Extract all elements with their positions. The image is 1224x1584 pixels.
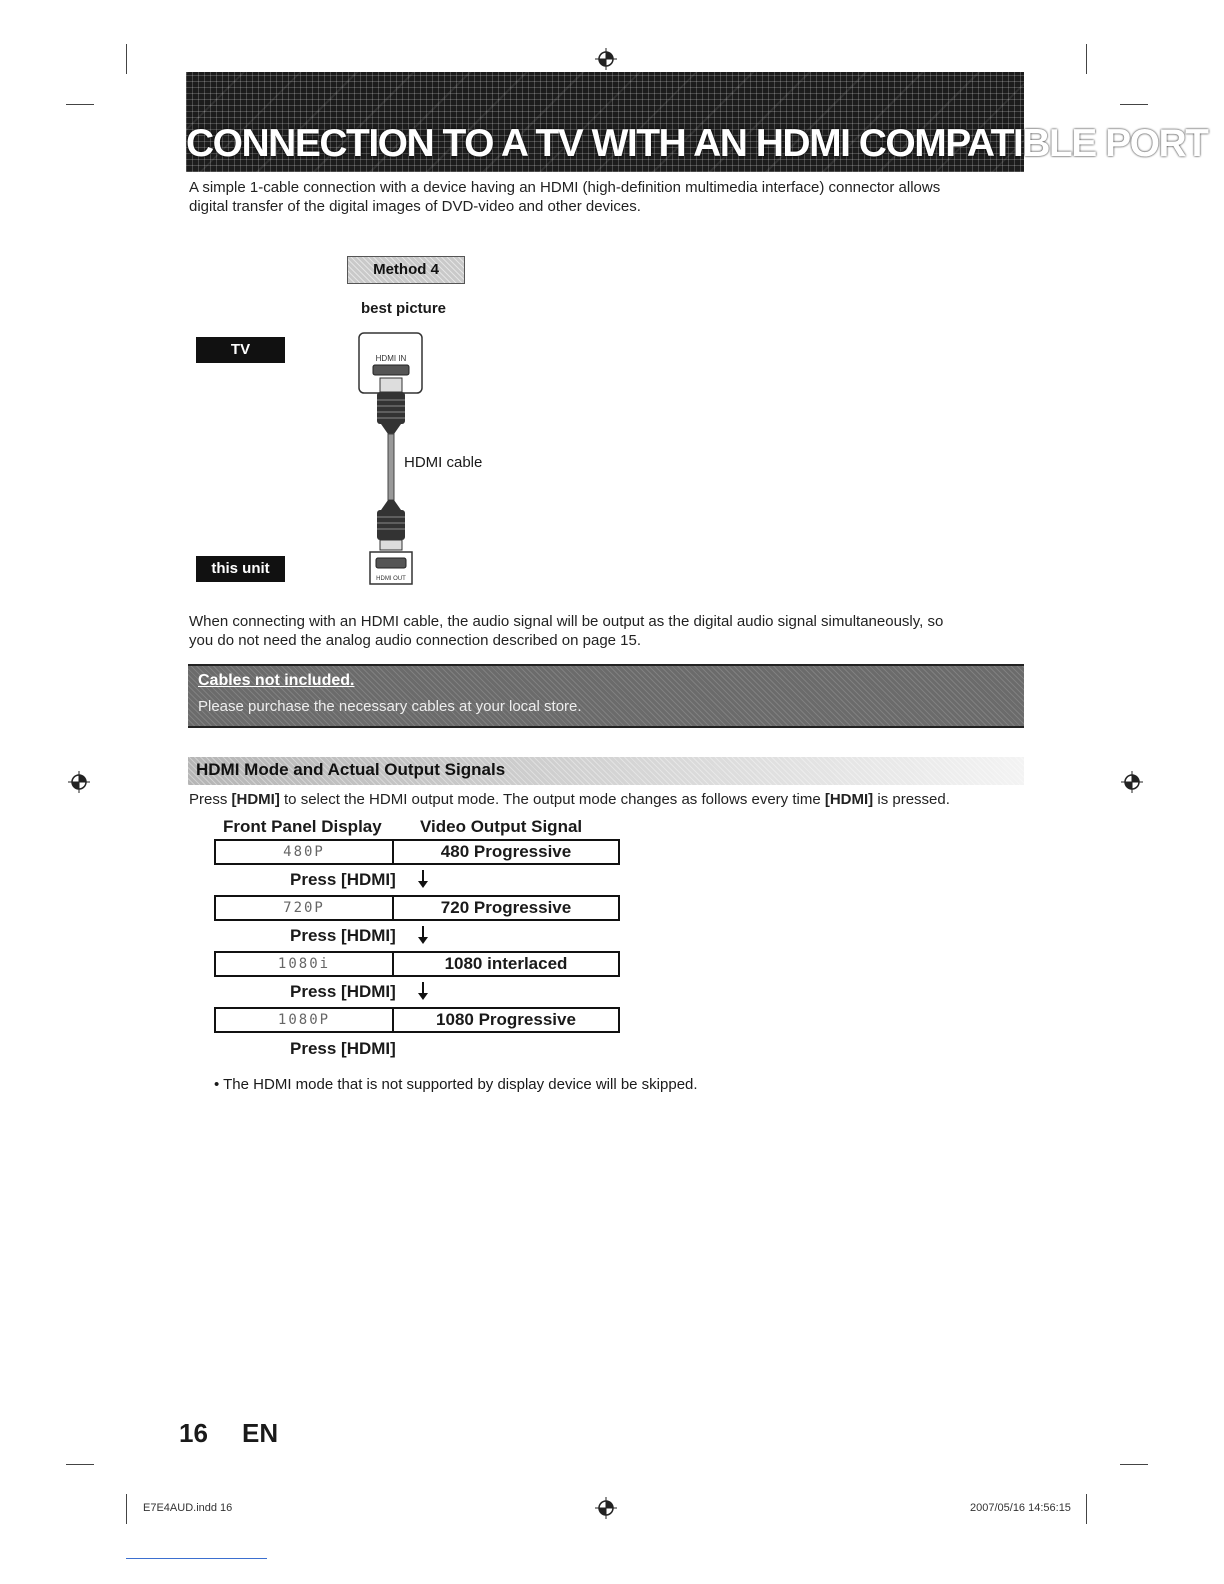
- mode-row: [214, 839, 620, 865]
- page-title: CONNECTION TO A TV WITH AN HDMI COMPATIBLE PORT: [186, 122, 1208, 165]
- front-panel-display: 1080i: [216, 953, 394, 975]
- tv-label: TV: [196, 337, 285, 363]
- file-slug: E7E4AUD.indd 16: [143, 1502, 233, 1514]
- video-output-signal: 720 Progressive: [440, 898, 572, 917]
- hdmi-key: [HDMI]: [824, 791, 874, 808]
- instruction-text: to select the HDMI output mode. The output mode changes as follows every time: [279, 791, 825, 808]
- audio-note-line: you do not need the analog audio connection described on page 15.: [189, 632, 642, 649]
- crop-mark: [1120, 1464, 1148, 1465]
- timestamp-slug: 2007/05/16 14:56:15: [970, 1502, 1071, 1514]
- method-label: Method 4: [347, 256, 465, 284]
- front-panel-display: 720P: [216, 897, 394, 919]
- front-panel-display: 480P: [216, 841, 394, 863]
- mode-row: [214, 895, 620, 921]
- column-header-signal: Video Output Signal: [420, 817, 583, 836]
- press-hdmi-label: Press [HDMI]: [290, 926, 396, 945]
- registration-mark-icon: [68, 771, 90, 793]
- arrow-down-icon: [417, 981, 429, 1001]
- press-hdmi-label: Press [HDMI]: [290, 870, 396, 889]
- mode-row: [214, 951, 620, 977]
- audio-note-line: When connecting with an HDMI cable, the audio signal will be output as the digital audio signal simultaneously, so: [189, 613, 944, 630]
- crop-mark: [1086, 44, 1087, 74]
- notice-title: Cables not included.: [198, 672, 355, 689]
- front-panel-display: 1080P: [216, 1009, 394, 1031]
- section-title: HDMI Mode and Actual Output Signals: [196, 760, 506, 779]
- page-language: EN: [242, 1418, 279, 1448]
- instruction-text: is pressed.: [873, 791, 950, 808]
- crop-mark: [66, 1464, 94, 1465]
- hdmi-instruction: [189, 790, 950, 809]
- intro-line: A simple 1-cable connection with a device having an HDMI (high-definition multimedia interface) connector allows: [189, 179, 941, 196]
- audio-note: [189, 612, 943, 650]
- video-output-signal: 1080 Progressive: [436, 1010, 576, 1029]
- column-header-display: Front Panel Display: [223, 817, 382, 836]
- press-hdmi-label: Press [HDMI]: [290, 1039, 396, 1058]
- section-header: [188, 757, 1024, 785]
- hdmi-key: [HDMI]: [231, 791, 280, 808]
- video-output-signal: 480 Progressive: [440, 842, 572, 861]
- crop-mark: [1120, 104, 1148, 105]
- cable-label: HDMI cable: [404, 454, 483, 471]
- crop-mark: [1086, 1494, 1087, 1524]
- intro-line: digital transfer of the digital images of DVD-video and other devices.: [189, 198, 641, 215]
- hdmi-plug-bottom-icon: [377, 500, 405, 550]
- unit-port-label: HDMI OUT: [376, 576, 406, 582]
- registration-mark-icon: [595, 48, 617, 70]
- crop-mark: [66, 104, 94, 105]
- crop-mark: [126, 44, 127, 74]
- footnote: • The HDMI mode that is not supported by display device will be skipped.: [214, 1076, 698, 1093]
- bottom-rule: [126, 1558, 267, 1559]
- hdmi-plug-top-icon: [377, 378, 405, 434]
- mode-row: [214, 1007, 620, 1033]
- title-banner: [186, 72, 1208, 172]
- crop-mark: [126, 1494, 127, 1524]
- arrow-down-icon: [417, 869, 429, 889]
- arrow-down-icon: [417, 925, 429, 945]
- registration-mark-icon: [1121, 771, 1143, 793]
- quality-label: best picture: [361, 300, 447, 317]
- notice-text: Please purchase the necessary cables at your local store.: [198, 698, 582, 715]
- tv-port-label: HDMI IN: [375, 354, 407, 363]
- cables-notice: [188, 664, 1024, 728]
- press-hdmi-label: Press [HDMI]: [290, 982, 396, 1001]
- page-number: 16: [179, 1418, 208, 1448]
- intro-paragraph: [189, 178, 940, 216]
- instruction-text: Press: [189, 791, 232, 808]
- registration-mark-icon: [595, 1497, 617, 1519]
- unit-label: this unit: [196, 556, 285, 582]
- video-output-signal: 1080 interlaced: [444, 954, 568, 973]
- unit-hdmi-port-icon: [370, 552, 412, 584]
